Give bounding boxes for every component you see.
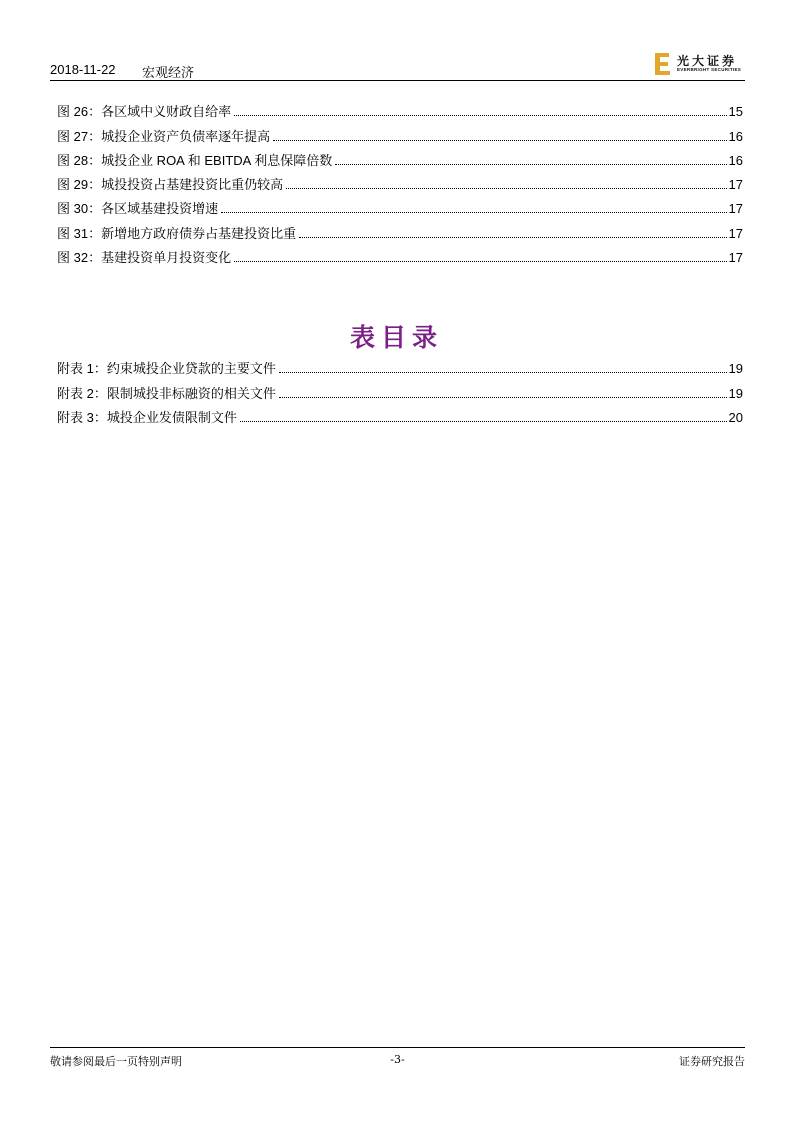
- toc-entry-page: 17: [728, 177, 743, 193]
- logo-english-text: EVERBRIGHT SECURITIES: [677, 67, 742, 72]
- toc-entry-page: 19: [728, 385, 743, 401]
- everbright-logo: [655, 52, 745, 76]
- toc-entry[interactable]: [57, 352, 743, 376]
- toc-leader-dots: [335, 163, 726, 165]
- toc-leader-dots: [279, 396, 727, 398]
- toc-entry[interactable]: [57, 376, 743, 400]
- toc-entry-label: 图 32：基建投资单月投资变化: [57, 250, 232, 266]
- toc-entry-page: 16: [728, 152, 743, 168]
- toc-entry-page: 17: [728, 250, 743, 266]
- toc-leader-dots: [221, 211, 726, 213]
- report-type: 证券研究报告: [679, 1055, 745, 1068]
- toc-entry-page: 16: [728, 128, 743, 144]
- toc-entry-page: 19: [728, 361, 743, 377]
- toc-entry[interactable]: [57, 192, 743, 216]
- toc-entry[interactable]: [57, 95, 743, 119]
- toc-entry-label: 附表 3：城投企业发债限制文件: [57, 409, 237, 425]
- toc-leader-dots: [286, 187, 726, 189]
- toc-leader-dots: [273, 139, 726, 141]
- toc-leader-dots: [234, 114, 726, 116]
- toc-leader-dots: [240, 420, 727, 422]
- table-toc-list: [57, 352, 743, 425]
- toc-entry-label: 图 28：城投企业 ROA 和 EBITDA 利息保障倍数: [57, 152, 333, 168]
- toc-entry-label: 图 26：各区域中义财政自给率: [57, 104, 232, 120]
- toc-entry[interactable]: [57, 144, 743, 168]
- toc-entry-page: 17: [728, 201, 743, 217]
- toc-entry-page: 17: [728, 225, 743, 241]
- toc-entry[interactable]: [57, 401, 743, 425]
- toc-leader-dots: [279, 371, 727, 373]
- toc-entry[interactable]: [57, 241, 743, 265]
- toc-leader-dots: [234, 260, 726, 262]
- figure-toc-list: [57, 95, 743, 265]
- toc-entry-label: 图 29：城投投资占基建投资比重仍较高: [57, 177, 284, 193]
- report-topic: 宏观经济: [142, 65, 195, 80]
- report-date: 2018-11-22: [50, 62, 116, 77]
- toc-entry-label: 图 31：新增地方政府债券占基建投资比重: [57, 225, 297, 241]
- toc-entry[interactable]: [57, 119, 743, 143]
- toc-entry[interactable]: [57, 168, 743, 192]
- page-header: [50, 52, 745, 81]
- page-number: -3-: [390, 1053, 405, 1066]
- logo-chinese-text: 光大证券: [677, 54, 738, 68]
- page-footer: [50, 1047, 745, 1068]
- toc-entry[interactable]: [57, 216, 743, 240]
- toc-entry-page: 15: [728, 104, 743, 120]
- table-toc-title: 表目录: [349, 323, 443, 352]
- disclaimer-note: 敬请参阅最后一页特别声明: [50, 1055, 182, 1068]
- toc-entry-label: 图 30：各区域基建投资增速: [57, 201, 219, 217]
- toc-entry-page: 20: [728, 409, 743, 425]
- everbright-logo-icon: [655, 53, 671, 75]
- toc-entry-label: 附表 1：约束城投企业贷款的主要文件: [57, 361, 276, 377]
- toc-entry-label: 附表 2：限制城投非标融资的相关文件: [57, 385, 276, 401]
- toc-leader-dots: [299, 236, 726, 238]
- toc-entry-label: 图 27：城投企业资产负债率逐年提高: [57, 128, 271, 144]
